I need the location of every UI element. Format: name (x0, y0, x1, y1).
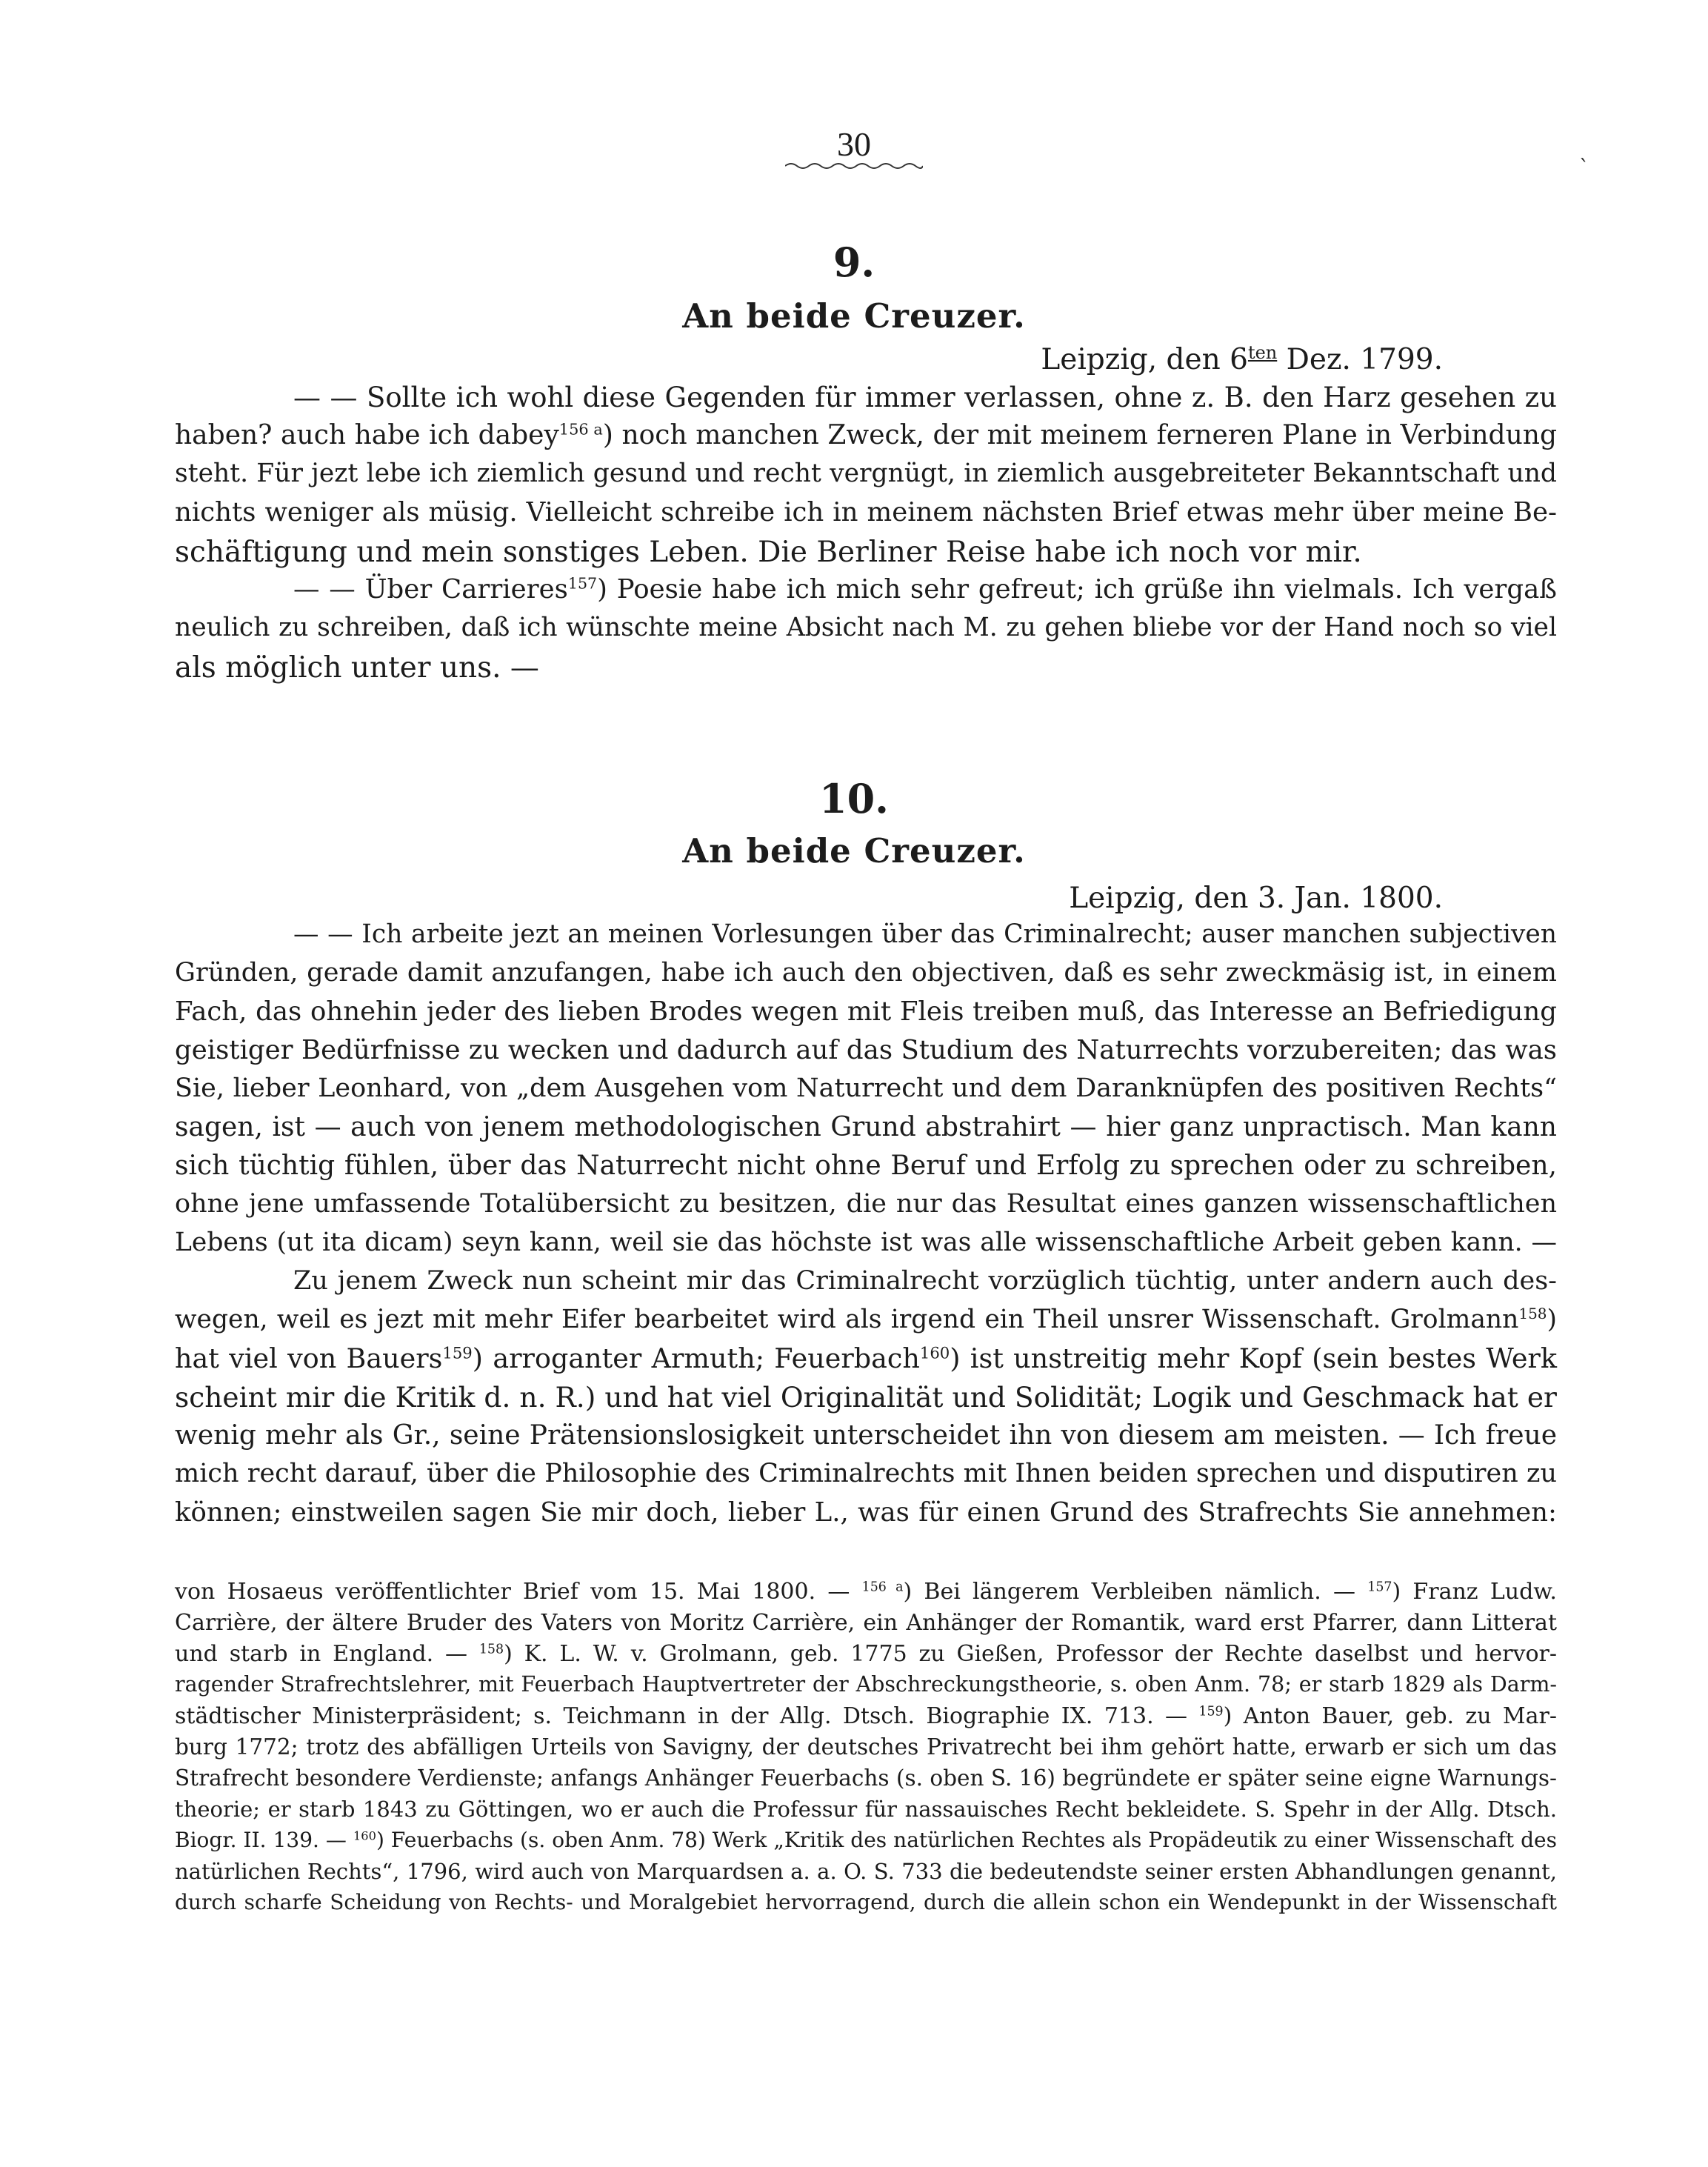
letter-date: Leipzig, den $6^{ten}$ Dez. 1799. (1041, 342, 1443, 376)
text-line: — — Ich arbeite jezt an meinen Vorlesungen über das Criminalrecht; auser manchen subjectiven (293, 919, 1557, 949)
footnote-line: burg 1772; trotz des abfälligen Urteils von Savigny, der deutsches Privatrecht bei ihm gehört hatte, erwarb er sich um das (175, 1734, 1557, 1760)
footnote-line: von Hosaeus veröffentlichter Brief vom 15. Mai 1800. — $^{156 a}$) Bei längerem Verbleiben nämlich. — $^{157}$) Franz Ludw. (175, 1579, 1557, 1605)
ornament-rule (785, 162, 923, 170)
text-line: geistiger Bedürfnisse zu wecken und dadurch auf das Studium des Naturrechts vorzubereiten; das was (175, 1035, 1557, 1065)
text-line: ohne jene umfassende Totalübersicht zu besitzen, die nur das Resultat eines ganzen wissenschaftlichen (175, 1189, 1557, 1219)
letter-number: 10. (819, 775, 889, 822)
footnote-line: Biogr. II. 139. — $^{160}$) Feuerbachs (s. oben Anm. 78) Werk „Kritik des natürlichen Rechtes als Propädeutik zu einer Wissenschaft des (175, 1828, 1557, 1852)
letter-number: 9. (833, 239, 875, 286)
footnote-line: theorie; er starb 1843 zu Göttingen, wo er auch die Professur für nassauisches Recht bekleidete. S. Spehr in der Allg. Dtsch. (175, 1797, 1557, 1822)
footnote-line: Strafrecht besondere Verdienste; anfangs Anhänger Feuerbachs (s. oben S. 16) begründete er später seine eigne Warnungs- (175, 1765, 1557, 1791)
footnote-line: städtischer Ministerpräsident; s. Teichmann in der Allg. Dtsch. Biographie IX. 713. — $^{159}$) Anton Bauer, geb. zu Mar- (175, 1703, 1558, 1729)
letter-date: Leipzig, den 3. Jan. 1800. (1069, 882, 1443, 915)
text-line: Gründen, gerade damit anzufangen, habe ich auch den objectiven, daß es sehr zweckmäsig ist, in einem (175, 958, 1557, 988)
text-line: Sie, lieber Leonhard, von „dem Ausgehen vom Naturrecht und dem Daranknüpfen des positiven Rechts“ (175, 1073, 1557, 1103)
footnote-line: natürlichen Rechts“, 1796, wird auch von Marquardsen a. a. O. S. 733 die bedeutendste seiner ersten Abhandlungen genannt, (175, 1859, 1557, 1884)
text-line: Fach, das ohnehin jeder des lieben Brodes wegen mit Fleis treiben muß, das Interesse an Befriedigung (175, 996, 1557, 1027)
text-line: nichts weniger als müsig. Vielleicht schreibe ich in meinem nächsten Brief etwas mehr über meine Be- (175, 497, 1557, 527)
text-line: wegen, weil es jezt mit mehr Eifer bearbeitet wird als irgend ein Theil unsrer Wissenschaft. Grolmann$^{158}$) (175, 1305, 1557, 1334)
text-line: Lebens (ut ita dicam) seyn kann, weil sie das höchste ist was alle wissenschaftliche Arbeit geben kann. — (175, 1228, 1557, 1257)
text-line: hat viel von Bauers$^{159}$) arroganter Armuth; Feuerbach$^{160}$) ist unstreitig mehr Kopf (sein bestes Werk (175, 1342, 1557, 1374)
text-line: steht. Für jezt lebe ich ziemlich gesund und recht vergnügt, in ziemlich ausgebreiteter Bekanntschaft und (175, 459, 1557, 488)
text-line: — — Sollte ich wohl diese Gegenden für immer verlassen, ohne z. B. den Harz gesehen zu (293, 382, 1557, 413)
text-line: scheint mir die Kritik d. n. R.) und hat viel Originalität und Solidität; Logik und Geschmack hat er (175, 1381, 1557, 1414)
page-number: 30 (837, 125, 871, 163)
footnote-line: durch scharfe Scheidung von Rechts- und Moralgebiet hervorragend, durch die allein schon ein Wendepunkt in der Wissenschaft (175, 1890, 1557, 1914)
stray-mark: ` (1579, 156, 1589, 180)
text-line: sich tüchtig fühlen, über das Naturrecht nicht ohne Beruf und Erfolg zu sprechen oder zu schreiben, (175, 1151, 1557, 1181)
text-line: sagen, ist — auch von jenem methodologischen Grund abstrahirt — hier ganz unpractisch. Man kann (175, 1112, 1557, 1142)
text-line: wenig mehr als Gr., seine Prätensionslosigkeit unterscheidet ihn von diesem am meisten. — Ich freue (175, 1420, 1557, 1451)
letter-heading: An beide Creuzer. (682, 296, 1026, 336)
text-line: als möglich unter uns. — (175, 651, 539, 685)
text-line: — — Über Carrieres$^{157}$) Poesie habe ich mich sehr gefreut; ich grüße ihn vielmals. Ich vergaß (293, 574, 1557, 605)
footnote-line: und starb in England. — $^{158}$) K. L. W. v. Grolmann, geb. 1775 zu Gießen, Professor der Rechte daselbst und hervor- (175, 1641, 1557, 1667)
text-line: haben? auch habe ich dabey$^{156 a}$) noch manchen Zweck, der mit meinem ferneren Plane in Verbindung (175, 420, 1557, 450)
text-line: können; einstweilen sagen Sie mir doch, lieber L., was für einen Grund des Strafrechts Sie annehmen: (175, 1497, 1557, 1528)
footnote-line: Carrière, der ältere Bruder des Vaters von Moritz Carrière, ein Anhänger der Romantik, ward erst Pfarrer, dann Litterat (175, 1610, 1557, 1636)
text-line: neulich zu schreiben, daß ich wünschte meine Absicht nach M. zu gehen bliebe vor der Hand noch so viel (175, 613, 1557, 642)
footnote-line: ragender Strafrechtslehrer, mit Feuerbach Hauptvertreter der Abschreckungstheorie, s. oben Anm. 78; er starb 1829 als Darm- (175, 1672, 1557, 1697)
letter-heading: An beide Creuzer. (682, 831, 1026, 871)
text-line: mich recht darauf, über die Philosophie des Criminalrechts mit Ihnen beiden sprechen und disputiren zu (175, 1459, 1557, 1488)
text-line: Zu jenem Zweck nun scheint mir das Criminalrecht vorzüglich tüchtig, unter andern auch des- (293, 1266, 1557, 1296)
text-line: schäftigung und mein sonstiges Leben. Die Berliner Reise habe ich noch vor mir. (175, 536, 1362, 569)
